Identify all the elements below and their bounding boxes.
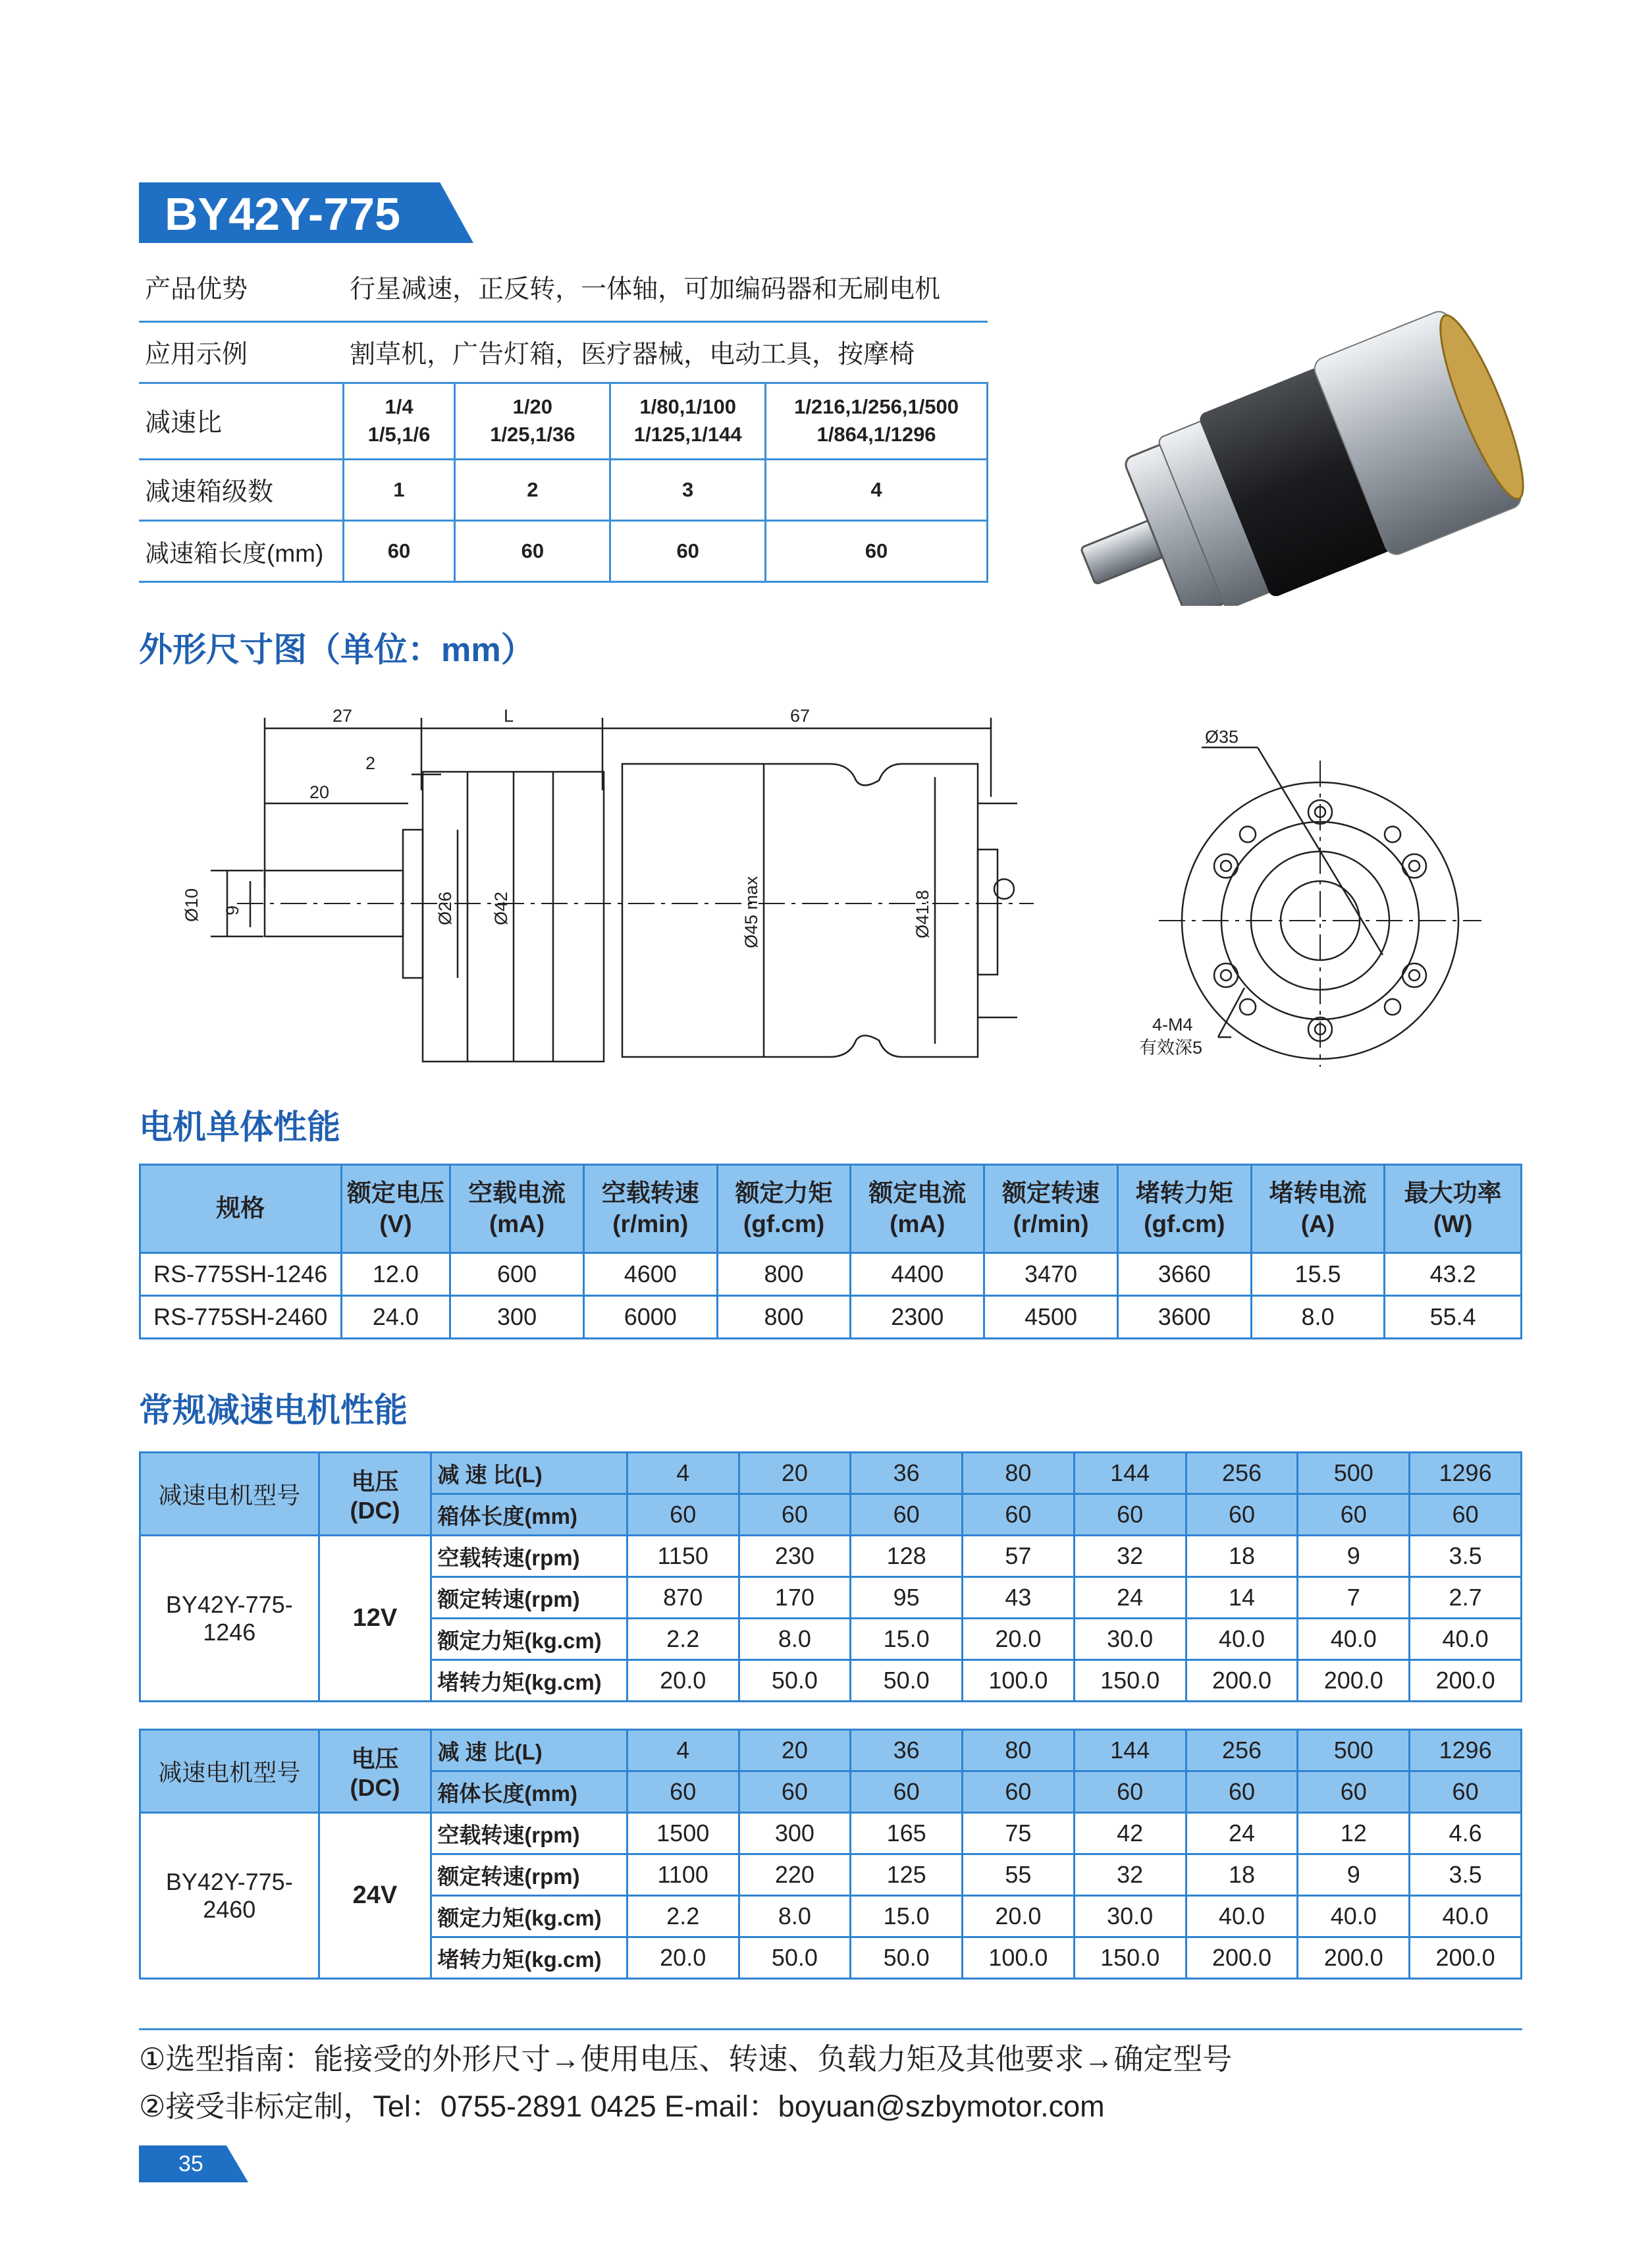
box-length-value: 60 [1410, 1494, 1522, 1536]
table-cell: 2300 [851, 1296, 984, 1339]
application-value: 割草机，广告灯箱，医疗器械，电动工具，按摩椅 [343, 321, 987, 383]
motor-header: 堵转力矩 (gf.cm) [1117, 1165, 1251, 1253]
gear-table-24v [139, 1729, 1522, 1980]
stage-cell: 4 [766, 459, 988, 520]
motor-header: 额定力矩 (gf.cm) [717, 1165, 851, 1253]
table-cell: 870 [627, 1577, 739, 1619]
contact-note: ②接受非标定制，Tel：0755-2891 0425 E-mail：boyuan@szbymotor.com [139, 2089, 1105, 2123]
table-cell: 4600 [583, 1253, 717, 1296]
box-length-value: 60 [739, 1494, 851, 1536]
table-cell: 100.0 [963, 1660, 1075, 1702]
spec-table [139, 254, 988, 583]
table-cell: 4500 [984, 1296, 1118, 1339]
length-cell: 60 [343, 520, 455, 581]
table-cell: 40.0 [1410, 1619, 1522, 1660]
box-length-value: 60 [627, 1771, 739, 1813]
gear-voltage: 24V [319, 1813, 431, 1979]
table-cell: 32 [1074, 1854, 1186, 1896]
row-label: 堵转力矩(kg.cm) [431, 1660, 627, 1702]
motor-header-row [140, 1165, 1522, 1253]
motor-header: 额定转速 (r/min) [984, 1165, 1118, 1253]
table-cell: 3.5 [1410, 1536, 1522, 1577]
table-cell: 165 [851, 1813, 963, 1854]
motor-header: 最大功率 (W) [1385, 1165, 1522, 1253]
table-cell: 43.2 [1385, 1253, 1522, 1296]
length-cell: 60 [455, 520, 610, 581]
table-cell: 43 [963, 1577, 1075, 1619]
dim-2: 2 [365, 753, 376, 773]
table-cell: 2.7 [1410, 1577, 1522, 1619]
ratio-value: 256 [1186, 1453, 1298, 1494]
table-cell: 6000 [583, 1296, 717, 1339]
table-cell: 4.6 [1410, 1813, 1522, 1854]
dimension-section-title: 外形尺寸图（单位：mm） [139, 631, 535, 668]
table-cell: 50.0 [739, 1937, 851, 1979]
stages-label: 减速箱级数 [139, 459, 343, 520]
table-cell: 15.0 [851, 1619, 963, 1660]
dimension-drawing [165, 698, 1547, 1067]
ratio-value: 1296 [1410, 1453, 1522, 1494]
table-cell: 200.0 [1298, 1660, 1410, 1702]
table-cell: 2.2 [627, 1896, 739, 1937]
voltage-header: 电压 (DC) [319, 1453, 431, 1536]
ratio-value: 20 [739, 1730, 851, 1771]
table-cell: 8.0 [739, 1619, 851, 1660]
box-length-value: 60 [739, 1771, 851, 1813]
table-cell: 200.0 [1298, 1937, 1410, 1979]
page-number: 35 [178, 2151, 203, 2176]
dim-phi35: Ø35 [1205, 727, 1239, 747]
table-cell: 800 [717, 1296, 851, 1339]
gear-voltage: 12V [319, 1536, 431, 1702]
ratio-value: 4 [627, 1730, 739, 1771]
gear-table-12v [139, 1451, 1522, 1702]
table-cell: 55.4 [1385, 1296, 1522, 1339]
table-cell: 3660 [1117, 1253, 1251, 1296]
table-cell: 150.0 [1074, 1660, 1186, 1702]
dim-phi42: Ø42 [491, 891, 511, 925]
table-cell: 2.2 [627, 1619, 739, 1660]
box-length-value: 60 [1410, 1771, 1522, 1813]
table-row [140, 1296, 1522, 1339]
ratio-value: 80 [963, 1453, 1075, 1494]
motor-section-title: 电机单体性能 [139, 1108, 341, 1146]
box-length-value: 60 [1186, 1771, 1298, 1813]
table-cell: 20.0 [963, 1619, 1075, 1660]
table-cell: 1500 [627, 1813, 739, 1854]
row-label: 堵转力矩(kg.cm) [431, 1937, 627, 1979]
box-length-value: 60 [1298, 1494, 1410, 1536]
table-cell: 8.0 [1251, 1296, 1385, 1339]
row-label: 额定转速(rpm) [431, 1577, 627, 1619]
motor-performance-table [139, 1164, 1522, 1339]
motor-header: 额定电流 (mA) [851, 1165, 984, 1253]
row-label: 空载转速(rpm) [431, 1813, 627, 1854]
table-cell: 150.0 [1074, 1937, 1186, 1979]
motor-header: 空载电流 (mA) [450, 1165, 584, 1253]
table-cell: 12 [1298, 1813, 1410, 1854]
box-length-value: 60 [963, 1494, 1075, 1536]
dim-phi10: Ø10 [182, 888, 201, 922]
dim-depth: 有效深5 [1139, 1038, 1203, 1058]
box-length-value: 60 [1186, 1494, 1298, 1536]
table-cell: 12.0 [341, 1253, 450, 1296]
table-cell: 20.0 [627, 1660, 739, 1702]
row-label: 空载转速(rpm) [431, 1536, 627, 1577]
table-cell: 75 [963, 1813, 1075, 1854]
dim-4m4: 4-M4 [1152, 1015, 1193, 1035]
table-cell: 1150 [627, 1536, 739, 1577]
ratio-value: 144 [1074, 1730, 1186, 1771]
ratio-label: 减 速 比(L) [431, 1730, 627, 1771]
box-length-value: 60 [851, 1494, 963, 1536]
table-cell: 300 [739, 1813, 851, 1854]
ratio-value: 500 [1298, 1453, 1410, 1494]
table-cell: 40.0 [1410, 1896, 1522, 1937]
ratio-value: 36 [851, 1453, 963, 1494]
ratio-label: 减速比 [139, 383, 343, 459]
selection-guide-note: ①选型指南：能接受的外形尺寸→使用电压、转速、负载力矩及其他要求→确定型号 [139, 2042, 1233, 2076]
row-label: 额定转速(rpm) [431, 1854, 627, 1896]
table-cell: 14 [1186, 1577, 1298, 1619]
table-cell: 95 [851, 1577, 963, 1619]
ratio-value: 256 [1186, 1730, 1298, 1771]
table-cell: 24 [1186, 1813, 1298, 1854]
length-cell: 60 [766, 520, 988, 581]
table-cell: 20.0 [963, 1896, 1075, 1937]
table-cell: 55 [963, 1854, 1075, 1896]
table-cell: 220 [739, 1854, 851, 1896]
table-cell: 200.0 [1186, 1660, 1298, 1702]
ratio-value: 80 [963, 1730, 1075, 1771]
box-length-value: 60 [1074, 1494, 1186, 1536]
dim-20: 20 [309, 782, 330, 802]
table-cell: 57 [963, 1536, 1075, 1577]
table-cell: 3600 [1117, 1296, 1251, 1339]
row-label: 额定力矩(kg.cm) [431, 1896, 627, 1937]
table-cell: 24.0 [341, 1296, 450, 1339]
length-cell: 60 [610, 520, 766, 581]
stage-cell: 3 [610, 459, 766, 520]
stage-cell: 1 [343, 459, 455, 520]
model-header: 减速电机型号 [140, 1730, 319, 1813]
dim-9: 9 [223, 905, 242, 915]
product-photo [1040, 263, 1541, 606]
table-cell: 200.0 [1186, 1937, 1298, 1979]
table-cell: 20.0 [627, 1937, 739, 1979]
motor-model: RS-775SH-2460 [140, 1296, 342, 1339]
table-cell: 1100 [627, 1854, 739, 1896]
gear-section-title: 常规减速电机性能 [139, 1391, 408, 1429]
table-cell: 800 [717, 1253, 851, 1296]
ratio-cell: 1/80,1/100 1/125,1/144 [610, 383, 766, 459]
motor-header: 规格 [140, 1165, 342, 1253]
dim-phi26: Ø26 [435, 891, 455, 925]
footer-divider [139, 2028, 1522, 2030]
motor-header: 额定电压 (V) [341, 1165, 450, 1253]
ratio-cell: 1/20 1/25,1/36 [455, 383, 610, 459]
motor-header: 空载转速 (r/min) [583, 1165, 717, 1253]
dim-67: 67 [790, 706, 811, 726]
ratio-value: 500 [1298, 1730, 1410, 1771]
motor-header: 堵转电流 (A) [1251, 1165, 1385, 1253]
model-header: 减速电机型号 [140, 1453, 319, 1536]
dim-phi45: Ø45 max [741, 876, 761, 948]
table-cell: 50.0 [851, 1660, 963, 1702]
table-cell: 200.0 [1410, 1937, 1522, 1979]
table-cell: 42 [1074, 1813, 1186, 1854]
voltage-header: 电压 (DC) [319, 1730, 431, 1813]
table-cell: 40.0 [1186, 1896, 1298, 1937]
table-cell: 18 [1186, 1536, 1298, 1577]
ratio-value: 144 [1074, 1453, 1186, 1494]
gear-model: BY42Y-775- 1246 [140, 1536, 319, 1702]
table-cell: 600 [450, 1253, 584, 1296]
table-cell: 7 [1298, 1577, 1410, 1619]
table-row [140, 1253, 1522, 1296]
application-label: 应用示例 [139, 321, 343, 383]
advantage-value: 行星减速，正反转，一体轴，可加编码器和无刷电机 [343, 254, 987, 321]
table-cell: 50.0 [851, 1937, 963, 1979]
page-title: BY42Y-775 [165, 188, 401, 240]
table-cell: 18 [1186, 1854, 1298, 1896]
table-cell: 128 [851, 1536, 963, 1577]
table-cell: 15.5 [1251, 1253, 1385, 1296]
box-length-value: 60 [851, 1771, 963, 1813]
ratio-value: 4 [627, 1453, 739, 1494]
table-cell: 40.0 [1298, 1896, 1410, 1937]
table-cell: 3470 [984, 1253, 1118, 1296]
motor-model: RS-775SH-1246 [140, 1253, 342, 1296]
ratio-value: 1296 [1410, 1730, 1522, 1771]
box-length-label: 箱体长度(mm) [431, 1494, 627, 1536]
ratio-value: 36 [851, 1730, 963, 1771]
table-cell: 9 [1298, 1854, 1410, 1896]
box-length-label: 箱体长度(mm) [431, 1771, 627, 1813]
box-length-value: 60 [1074, 1771, 1186, 1813]
table-cell: 100.0 [963, 1937, 1075, 1979]
table-cell: 125 [851, 1854, 963, 1896]
table-cell: 15.0 [851, 1896, 963, 1937]
table-cell: 40.0 [1298, 1619, 1410, 1660]
row-label: 额定力矩(kg.cm) [431, 1619, 627, 1660]
table-cell: 50.0 [739, 1660, 851, 1702]
ratio-value: 20 [739, 1453, 851, 1494]
table-cell: 9 [1298, 1536, 1410, 1577]
box-length-value: 60 [627, 1494, 739, 1536]
table-cell: 24 [1074, 1577, 1186, 1619]
table-cell: 230 [739, 1536, 851, 1577]
ratio-cell: 1/4 1/5,1/6 [343, 383, 455, 459]
gear-model: BY42Y-775- 2460 [140, 1813, 319, 1979]
table-cell: 30.0 [1074, 1619, 1186, 1660]
dim-L: L [504, 706, 514, 726]
table-cell: 32 [1074, 1536, 1186, 1577]
table-cell: 8.0 [739, 1896, 851, 1937]
table-cell: 170 [739, 1577, 851, 1619]
dim-27: 27 [333, 706, 353, 726]
box-length-value: 60 [963, 1771, 1075, 1813]
ratio-label: 减 速 比(L) [431, 1453, 627, 1494]
advantage-label: 产品优势 [139, 254, 343, 321]
table-cell: 3.5 [1410, 1854, 1522, 1896]
table-cell: 4400 [851, 1253, 984, 1296]
table-cell: 300 [450, 1296, 584, 1339]
table-cell: 30.0 [1074, 1896, 1186, 1937]
table-cell: 200.0 [1410, 1660, 1522, 1702]
length-label: 减速箱长度(mm) [139, 520, 343, 581]
dim-phi418: Ø41.8 [913, 890, 932, 938]
stage-cell: 2 [455, 459, 610, 520]
ratio-cell: 1/216,1/256,1/500 1/864,1/1296 [766, 383, 988, 459]
box-length-value: 60 [1298, 1771, 1410, 1813]
table-cell: 40.0 [1186, 1619, 1298, 1660]
